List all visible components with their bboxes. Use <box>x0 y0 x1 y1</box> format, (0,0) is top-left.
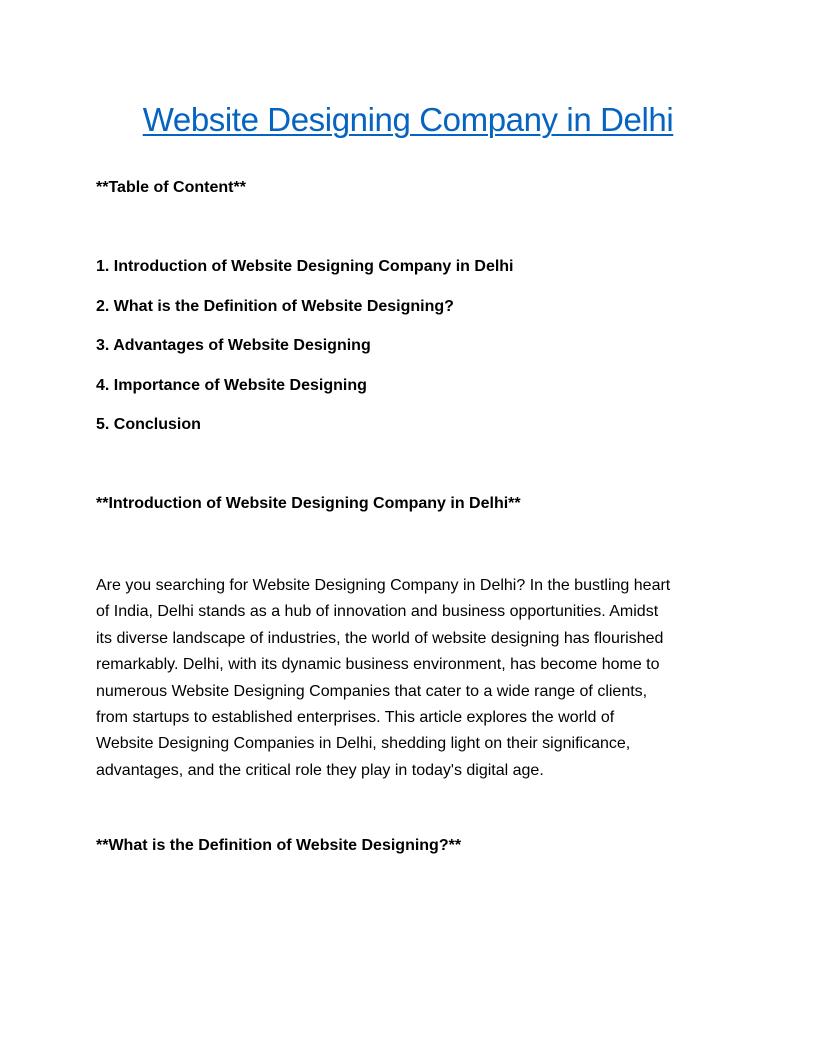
paragraph-line: Website Designing Companies in Delhi, shedding light on their significance, <box>96 735 631 753</box>
paragraph-line: Are you searching for Website Designing Company in Delhi? In the bustling heart <box>96 577 671 594</box>
title-link[interactable]: Website Designing Company in Delhi <box>142 101 674 138</box>
toc-item: 4. Importance of Website Designing <box>96 377 367 394</box>
introduction-paragraph <box>96 573 736 784</box>
toc-item: 2. What is the Definition of Website Designing? <box>96 298 454 315</box>
section-heading-introduction: **Introduction of Website Designing Company in Delhi** <box>96 495 521 512</box>
toc-item: 5. Conclusion <box>96 416 201 433</box>
toc-heading: **Table of Content** <box>96 179 246 196</box>
paragraph-line: its diverse landscape of industries, the world of website designing has flourished <box>96 629 664 647</box>
paragraph-line: of India, Delhi stands as a hub of innovation and business opportunities. Amidst <box>96 603 659 621</box>
section-heading-definition: **What is the Definition of Website Designing?** <box>96 837 462 854</box>
toc-item: 1. Introduction of Website Designing Company in Delhi <box>96 258 514 275</box>
paragraph-line: remarkably. Delhi, with its dynamic business environment, has become home to <box>96 656 660 674</box>
paragraph-line: numerous Website Designing Companies that cater to a wide range of clients, <box>96 682 648 700</box>
document-title <box>0 98 816 142</box>
toc-item: 3. Advantages of Website Designing <box>96 337 371 354</box>
paragraph-line: advantages, and the critical role they play in today's digital age. <box>96 761 544 779</box>
paragraph-line: from startups to established enterprises. This article explores the world of <box>96 709 615 727</box>
